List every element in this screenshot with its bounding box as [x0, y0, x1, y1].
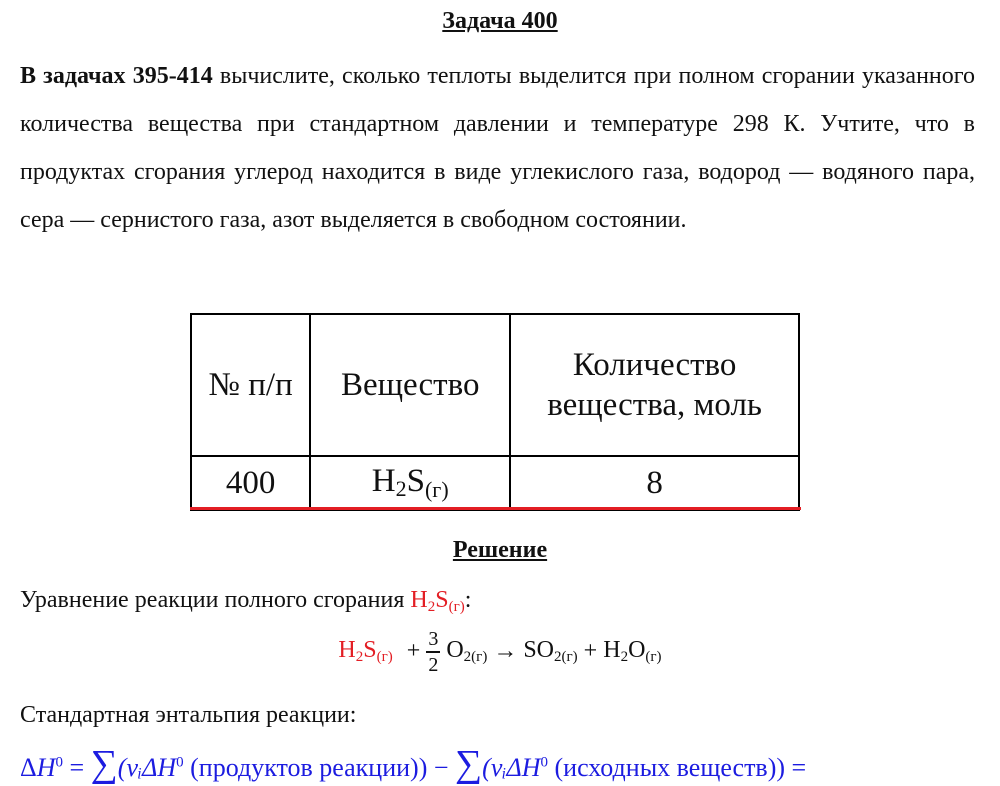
task-table — [190, 313, 800, 511]
reaction-substance: $H_2S_{(г)}$ — [410, 587, 465, 615]
cell-substance: $H_2S_{(г)}$ — [310, 456, 510, 510]
eq-h2s: $H_2S_{(г)}$ — [338, 637, 393, 666]
eq-coefficient: $\frac{3}{2}$ — [428, 628, 439, 676]
enthalpy-intro: Стандартная энтальпия реакции: — [20, 702, 357, 728]
cell-amount: 8 — [510, 456, 799, 510]
task-text: вычислите, сколько теплоты выделится при полном сгорании указанного количества вещества при стандартном давлении и температуре 298 К. Учтите, что в продуктах сгорания углерод находится в виде углекислого газа, водород — водяного пара, сера — сернистого газа, азот выделяется в свободном состоянии. — [20, 63, 976, 233]
cell-number: 400 — [191, 456, 310, 510]
eq-h2o: $H_2O_{(г)}$ — [603, 637, 662, 666]
header-number: № п/п — [191, 314, 310, 456]
task-range: В задачах 395-414 — [20, 63, 213, 89]
enthalpy-formula: $\Delta H^0$ = ∑(νᵢΔH$^0$ (продуктов реакции)) − ∑(νᵢΔH$^0$ (исходных веществ)) = — [20, 743, 807, 785]
reaction-equation: $H_2S_{(г)}$ + $\frac{3}{2}$ $O_{2(г)}$ → $SO_{2(г)}$ + $H_2O_{(г)}$ — [338, 628, 662, 676]
solution-title: Решение — [452, 537, 548, 563]
eq-o2: $O_{2(г)}$ — [446, 637, 488, 666]
task-description — [20, 52, 975, 244]
task-title: Задача 400 — [442, 8, 558, 34]
header-substance: Вещество — [310, 314, 510, 456]
reaction-intro: Уравнение реакции полного сгорания $H_2S_{(г)}$: — [20, 587, 472, 615]
eq-so2: $SO_{2(г)}$ — [523, 637, 578, 666]
table-underline — [190, 507, 801, 510]
header-amount: Количество вещества, моль — [510, 314, 799, 456]
